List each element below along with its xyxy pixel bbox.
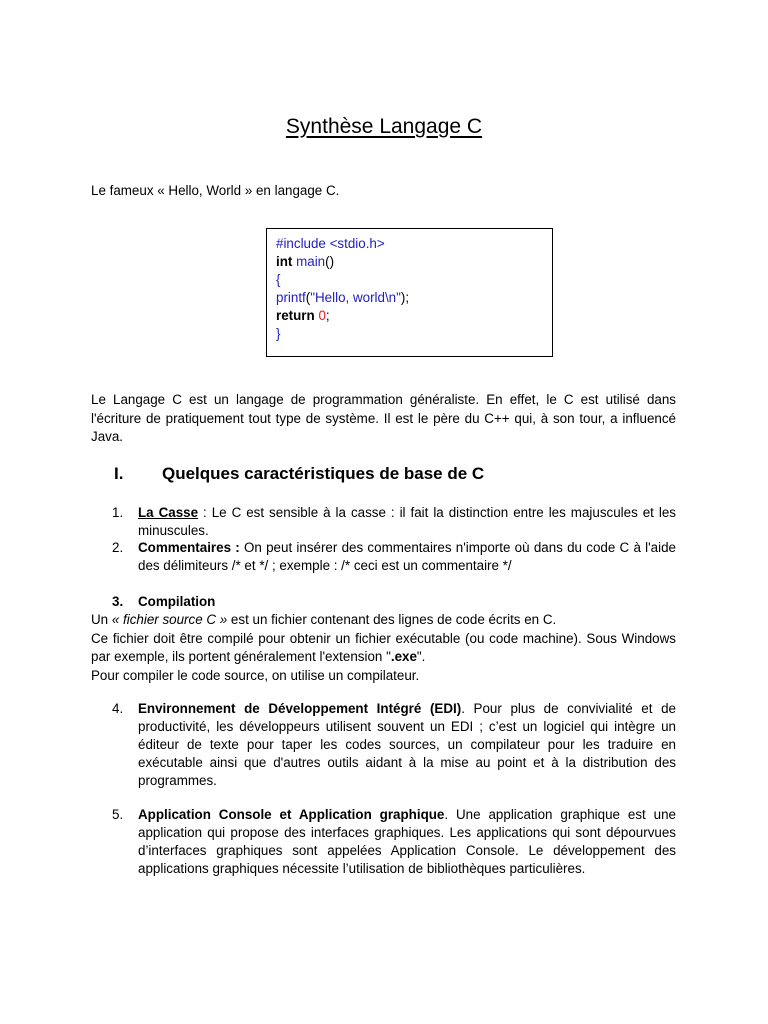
code-line-printf: printf("Hello, world\n"); (276, 290, 410, 305)
item-label: Commentaires : (138, 540, 240, 555)
item-label: Application Console et Application graphique (138, 807, 445, 822)
code-line-open-brace: { (276, 272, 281, 287)
compilation-text (91, 611, 676, 685)
item-label: Compilation (138, 594, 216, 609)
list-item-compilation: 3. Compilation (112, 594, 216, 609)
compilation-line-2: Ce fichier doit être compilé pour obtenir un fichier exécutable (ou code machine). Sous Windows par exemple, ils portent généralement l'extension ".exe". (91, 630, 676, 664)
list-item-casse: 1. La Casse : Le C est sensible à la casse : il fait la distinction entre les majuscules et les minuscules. (112, 505, 676, 538)
code-line-return: return 0; (276, 308, 330, 323)
compilation-line-3: Pour compiler le code source, on utilise un compilateur. (91, 667, 420, 683)
list-item-edi: 4. Environnement de Développement Intégré (EDI). Pour plus de convivialité et de productivité, les développeurs utilisent souvent un EDI ; c’est un logiciel qui intègre un éditeur de texte pour taper les codes sources, un compilateur pour les traduire en exécutable ainsi que d'autres outils aidant à la mise au point et à la distribution des programmes. (112, 701, 676, 788)
code-line-include: #include <stdio.h> (276, 236, 385, 251)
code-block (266, 228, 553, 357)
item-label: La Casse (138, 505, 199, 520)
code-line-close-brace: } (276, 326, 281, 341)
intro-text: Le fameux « Hello, World » en langage C. (91, 183, 340, 198)
list-item-commentaires: 2. Commentaires : On peut insérer des commentaires n'importe où dans du code C à l'aide des délimiteurs /* et */ ; exemple : /* ceci est un commentaire */ (112, 540, 676, 573)
item-label: Environnement de Développement Intégré (EDI) (138, 701, 462, 716)
code-line-main: int main() (276, 254, 335, 269)
section-heading: I. Quelques caractéristiques de base de C (114, 464, 485, 483)
list-item-application: 5. Application Console et Application graphique. Une application graphique est une application qui propose des interfaces graphiques. Les applications qui sont dépourvues d’interfaces graphiques sont appelées Application Console. Le développement des applications graphiques nécessite l’utilisation de bibliothèques particulières. (112, 807, 676, 876)
paragraph-intro-c: Le Langage C est un langage de programmation généraliste. En effet, le C est utilisé dans l'écriture de pratiquement tout type de système. Il est le père du C++ qui, à son tour, a influencé Java. (91, 392, 676, 444)
compilation-line-1: Un « fichier source C » est un fichier contenant des lignes de code écrits en C. (91, 612, 557, 627)
document-title: Synthèse Langage C (285, 115, 483, 138)
